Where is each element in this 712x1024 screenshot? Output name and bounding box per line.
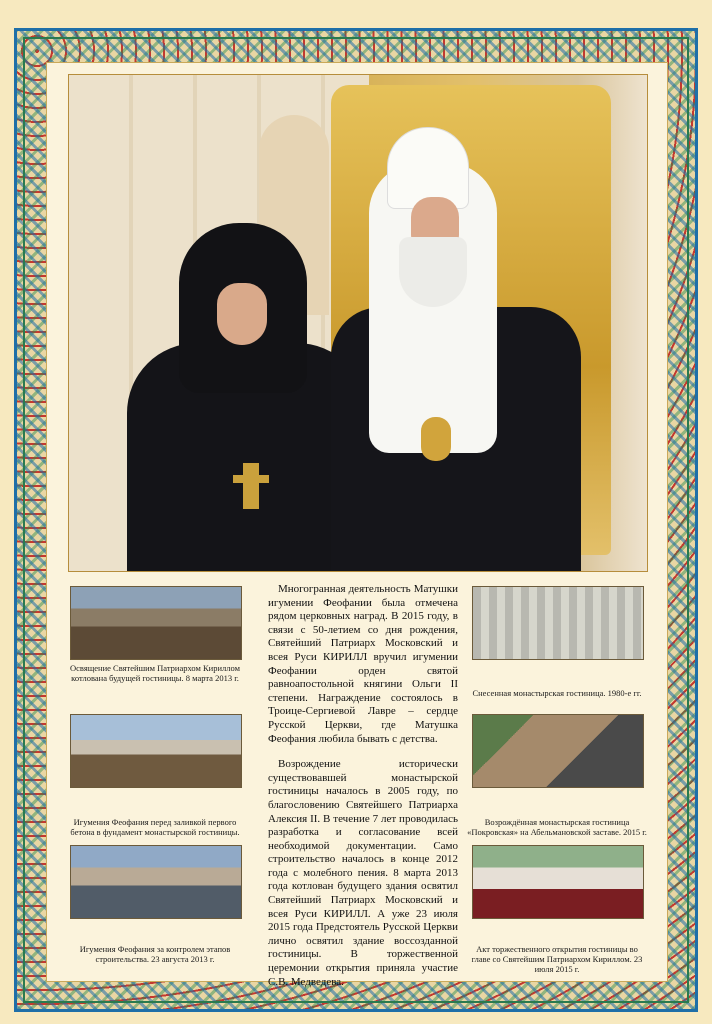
photo-demolished-hotel [472,586,644,660]
patriarch-figure [331,127,581,571]
photo-opening-ceremony [472,845,644,919]
paragraph-awards: Многогранная деятельность Матушки игумении Феофании была отмечена рядом церковных наград. В 2015 году, в связи с 50-летием со дня рождения, Святейший Патриарх Московский и всея Руси КИРИЛЛ вручил игумении Феофании орден святой равноапостольной княгини Ольги II степени. Награждение состоялось в Троице-Сергиевой Лавре – сердце Русской Церкви, где Матушка Феофания любила бывать с детства. [268,583,458,745]
abbess-face [217,283,267,345]
caption-demolished-hotel: Снесенная монастырская гостиница. 1980-е гг. [472,688,642,698]
panagia [421,417,451,461]
photo-restored-hotel [472,714,644,788]
photo-construction-control [70,845,242,919]
caption-opening-ceremony: Акт торжественного открытия гостиницы во главе со Святейшим Патриархом Кириллом. 23 июля 2015 г. [471,944,643,974]
caption-restored-hotel: Возрождённая монастырская гостиница «Покровская» на Абельмановской заставе. 2015 г. [467,817,647,837]
patriarch-beard [399,237,467,307]
paragraph-hotel-revival: Возрождение исторически существовавшей монастырской гостиницы началось в 2005 году, по благословению Святейшего Патриарха Алексия II. В течение 7 лет проводилась разработка и согласование всей необходимой документации. Само строительство началось в конце 2012 года с молебного пения. 8 марта 2013 года котлован будущего здания освятил Святейший Патриарх Московский и всея Руси КИРИЛЛ. А уже 23 июля 2015 года Предстоятель Русской Церкви лично освятил здание воссозданной гостиницы. В торжественной церемонии открытия приняла участие С.В. Медведева. [268,758,458,988]
pectoral-cross [243,463,259,509]
caption-concrete: Игумения Феофания перед заливкой первого бетона в фундамент монастырской гостиницы. [70,817,240,837]
caption-construction-control: Игумения Феофания за контролем этапов строительства. 23 августа 2013 г. [79,944,231,964]
hero-photo [68,74,648,572]
photo-consecration [70,586,242,660]
photo-concrete [70,714,242,788]
caption-consecration: Освящение Святейшим Патриархом Кириллом котлована будущей гостиницы. 8 марта 2013 г. [70,663,240,683]
body-text [268,583,458,1001]
